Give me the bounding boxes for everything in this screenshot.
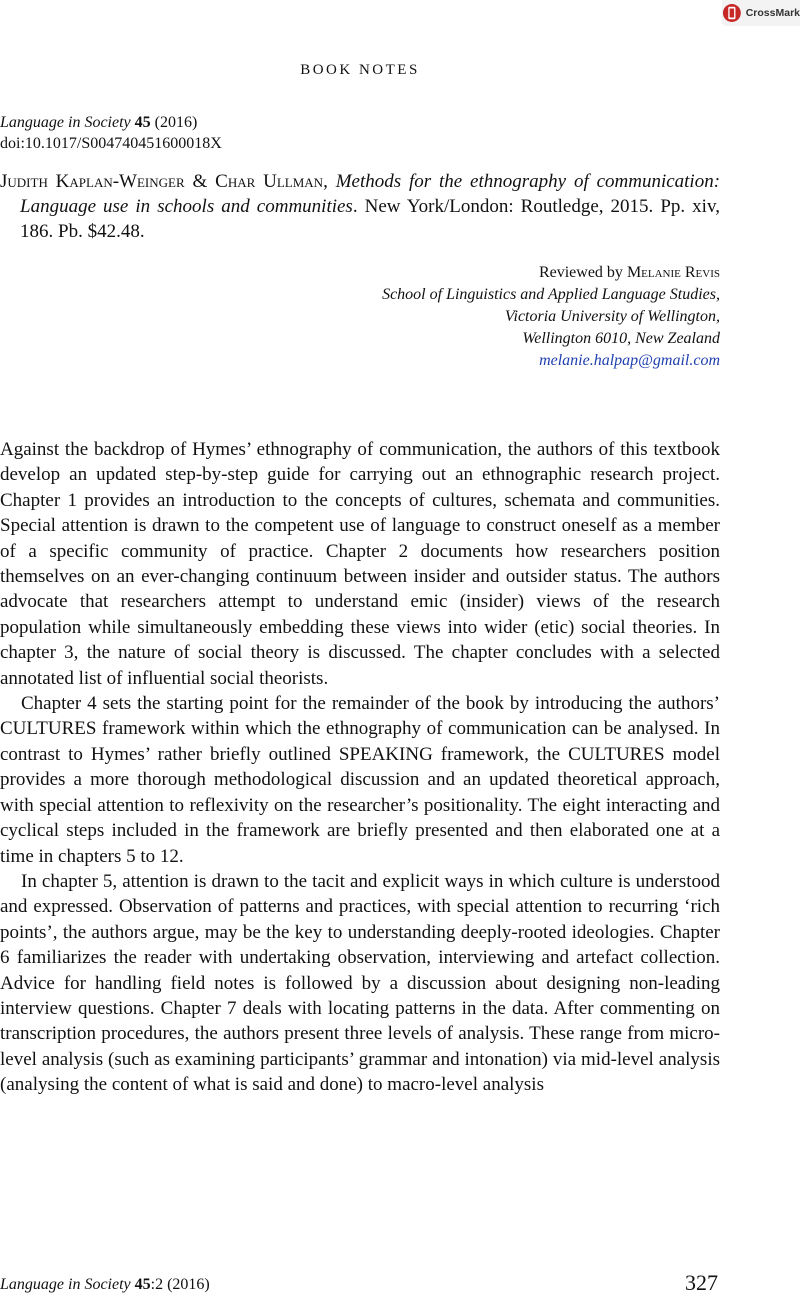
- reviewer-affiliation-1: School of Linguistics and Applied Language Studies,: [382, 286, 720, 303]
- page-number: 327: [685, 1270, 718, 1295]
- body-paragraph-2: Chapter 4 sets the starting point for the remainder of the book by introducing the authors’ CULTURES framework within which the ethnography of communication can be analysed. In contrast to Hymes’ rather briefly outlined SPEAKING framework, the CULTURES model provides a more thorough methodological discussion and an updated theoretical approach, with special attention to reflexivity on the researcher’s positionality. The eight interacting and cyclical steps included in the framework are briefly presented and then elaborated one at a time in chapters 5 to 12.: [0, 693, 720, 867]
- footer-citation: [0, 1276, 210, 1294]
- book-title: Methods for the ethnography of communication: Language use in schools and communities: [20, 171, 721, 217]
- footer-issue: :2 (2016): [150, 1276, 210, 1293]
- citation-block: [0, 112, 222, 154]
- running-head: BOOK NOTES: [300, 62, 420, 78]
- citation-volume: 45: [134, 114, 151, 131]
- reviewer-name: Melanie Revis: [626, 264, 720, 281]
- body-paragraph-3: In chapter 5, attention is drawn to the tacit and explicit ways in which culture is understood and expressed. Observation of patterns and practices, with special attention to recurring ‘rich points’, the authors argue, may be the key to understanding deeply-rooted ideologies. Chapter 6 familiarizes the reader with undertaking observation, interviewing and artefact collection. Advice for handling field notes is followed by a discussion about designing non-leading interview questions. Chapter 7 deals with locating patterns in the data. After commenting on transcription procedures, the authors present three levels of analysis. These range from micro-level analysis (such as examining participants’ grammar and intonation) via mid-level analysis (analysing the content of what is said and done) to macro-level analysis: [0, 870, 720, 1096]
- review-body: [0, 437, 720, 1098]
- book-publication: . New York/London: Routledge, 2015. Pp. xiv, 186. Pb. $42.48.: [20, 196, 720, 242]
- crossmark-badge[interactable]: [722, 0, 800, 26]
- reviewer-affiliation-2: Victoria University of Wellington,: [504, 308, 720, 325]
- body-paragraph-1: Against the backdrop of Hymes’ ethnography of communication, the authors of this textbook develop an updated step-by-step guide for carrying out an ethnographic research project. Chapter 1 provides an introduction to the concepts of cultures, schemata and communities. Special attention is drawn to the competent use of language to construct oneself as a member of a specific community of practice. Chapter 2 documents how researchers position themselves on an ever-changing continuum between insider and outsider status. The authors advocate that researchers attempt to understand emic (insider) views of the research population while simultaneously embedding these views into wider (etic) social theories. In chapter 3, the nature of social theory is discussed. The chapter concludes with a selected annotated list of influential social theorists.: [0, 439, 720, 689]
- citation-journal: Language in Society: [0, 114, 131, 131]
- citation-line: [0, 112, 222, 133]
- footer-volume: 45: [134, 1276, 151, 1293]
- book-reference: Judith Kaplan-Weinger & Char Ullman, Methods for the ethnography of communication: Language use in schools and communities. New York/London: Routledge, 2015. Pp. xiv, 186. Pb. $42.48.: [0, 171, 721, 242]
- reviewer-affiliation-3: Wellington 6010, New Zealand: [522, 330, 720, 347]
- crossmark-icon: [722, 2, 742, 24]
- crossmark-label: CrossMark: [745, 7, 800, 19]
- citation-year: (2016): [154, 114, 198, 131]
- reviewer-line: [382, 262, 720, 284]
- book-author-1: Judith Kaplan-Weinger: [0, 171, 185, 192]
- reviewer-block: [382, 262, 720, 372]
- reviewer-prefix: Reviewed by: [538, 264, 623, 281]
- reviewer-email-link[interactable]: melanie.halpap@gmail.com: [539, 352, 720, 369]
- book-amp: &: [192, 171, 208, 192]
- footer-journal: Language in Society: [0, 1276, 131, 1293]
- citation-doi: doi:10.1017/S004740451600018X: [0, 135, 222, 152]
- book-author-2: Char Ullman: [215, 171, 324, 192]
